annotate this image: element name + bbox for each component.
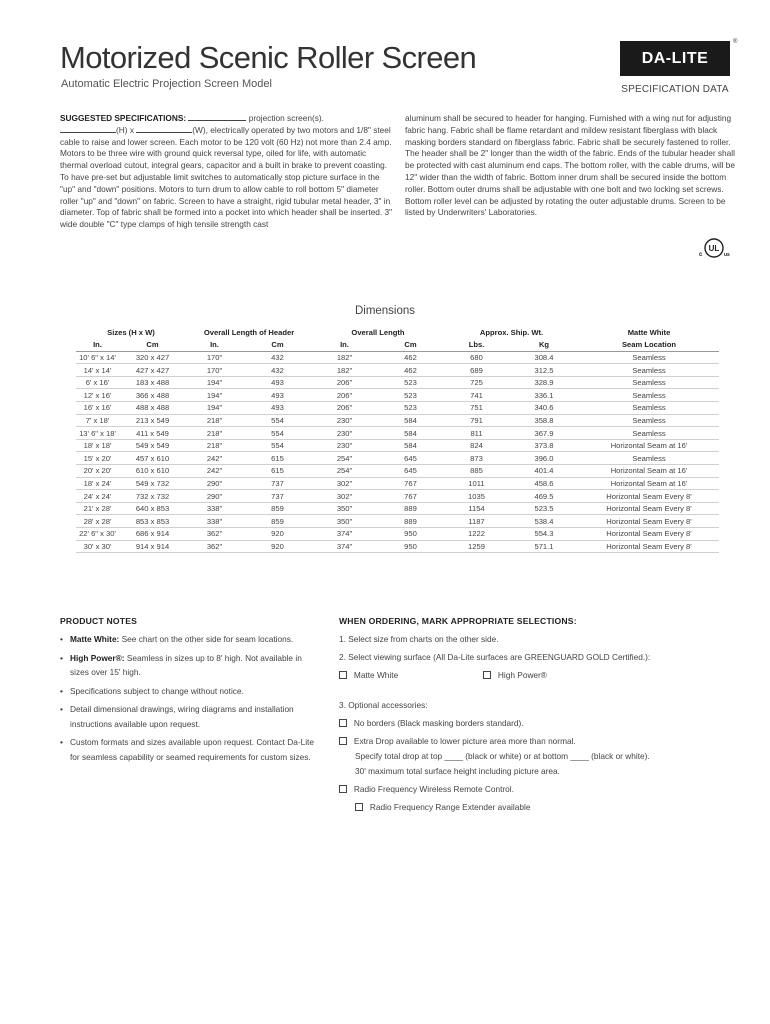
table-row <box>76 402 719 415</box>
table-cell: 950 <box>404 541 417 551</box>
table-cell: 751 <box>470 403 483 413</box>
note-text: Seamless in sizes up to 8' high. Not available in sizes over 15' high. <box>70 652 302 677</box>
table-cell: 183 x 488 <box>135 378 170 388</box>
col-header: Cm <box>377 339 444 352</box>
col-header: Lbs. <box>444 339 509 352</box>
table-cell: 320 x 427 <box>135 352 170 362</box>
table-group-header-row <box>76 326 719 339</box>
table-cell: 811 <box>470 428 483 438</box>
table-cell: 328.9 <box>534 378 554 388</box>
blank-line <box>136 125 192 133</box>
table-cell: 373.8 <box>534 441 554 451</box>
checkbox[interactable] <box>483 671 491 679</box>
table-cell: 15' x 20' <box>83 453 112 463</box>
table-cell: 432 <box>271 365 284 375</box>
table-cell: 1035 <box>468 491 485 501</box>
blank-line <box>188 113 246 121</box>
table-cell: 28' x 28' <box>83 516 112 526</box>
col-header: Cm <box>243 339 312 352</box>
table-cell: 914 x 914 <box>135 541 170 551</box>
table-cell: 374" <box>336 529 353 539</box>
checkbox[interactable] <box>339 737 347 745</box>
table-cell: Horizontal Seam Every 8' <box>606 516 692 526</box>
accessory-label: Radio Frequency Range Extender available <box>369 802 531 812</box>
accessory-rf-extender[interactable] <box>355 800 530 815</box>
table-cell: 523 <box>404 403 417 413</box>
table-cell: 680 <box>470 352 483 362</box>
table-cell: 13' 6" x 18' <box>79 428 116 438</box>
table-cell: 571.1 <box>534 541 554 551</box>
table-cell: 18' x 18' <box>83 441 112 451</box>
table-cell: 458.6 <box>534 478 554 488</box>
note-text: Specifications subject to change without notice. <box>70 685 244 696</box>
table-cell: 725 <box>470 378 483 388</box>
accessory-label: Radio Frequency Wireless Remote Control. <box>353 784 514 794</box>
table-cell: 21' x 28' <box>83 504 112 514</box>
list-item <box>60 702 320 731</box>
table-cell: 584 <box>404 441 417 451</box>
list-item <box>60 684 320 699</box>
table-row <box>76 465 719 478</box>
table-cell: 312.5 <box>534 365 554 375</box>
table-cell: 206" <box>336 378 353 388</box>
checkbox[interactable] <box>339 671 347 679</box>
page-title: Motorized Scenic Roller Screen <box>60 40 477 75</box>
note-label-high-power: High Power®: <box>70 652 125 663</box>
table-cell: 791 <box>470 415 483 425</box>
table-cell: 549 x 732 <box>135 478 170 488</box>
table-cell: 889 <box>404 504 417 514</box>
table-cell: Horizontal Seam at 16' <box>610 466 688 476</box>
extra-drop-detail: Specify total drop at top ____ (black or white) or at bottom ____ (black or white). <box>355 751 650 761</box>
da-lite-logo: DA-LITE <box>620 41 730 76</box>
table-cell: 182" <box>336 365 353 375</box>
table-row <box>76 389 719 402</box>
accessory-label: No borders (Black masking borders standard). <box>353 718 524 728</box>
table-cell: Seamless <box>632 352 666 362</box>
table-cell: 6' x 16' <box>85 378 110 388</box>
checkbox[interactable] <box>355 803 363 811</box>
table-row <box>76 414 719 427</box>
table-row <box>76 427 719 440</box>
dimensions-title: Dimensions <box>354 305 416 317</box>
table-cell: 732 x 732 <box>135 491 170 501</box>
table-cell: 230" <box>336 428 353 438</box>
table-cell: 554.3 <box>534 529 554 539</box>
table-cell: 493 <box>271 378 284 388</box>
product-notes-list <box>60 632 320 768</box>
table-cell: Seamless <box>632 403 666 413</box>
table-cell: 338" <box>206 504 223 514</box>
table-cell: 488 x 488 <box>135 403 170 413</box>
table-cell: Seamless <box>632 415 666 425</box>
note-text: See chart on the other side for seam locations. <box>119 634 294 644</box>
table-cell: 584 <box>404 428 417 438</box>
col-header: In. <box>312 339 377 352</box>
specifications-left-column <box>60 113 393 231</box>
note-text: Detail dimensional drawings, wiring diagrams and installation instructions available upon request. <box>70 704 294 729</box>
table-cell: 920 <box>271 541 284 551</box>
table-cell: 18' x 24' <box>83 478 112 488</box>
table-cell: 645 <box>404 466 417 476</box>
page-subtitle: Automatic Electric Projection Screen Model <box>61 78 272 90</box>
table-row <box>76 540 719 553</box>
table-row <box>76 376 719 389</box>
list-item <box>60 632 320 647</box>
table-cell: 462 <box>404 352 417 362</box>
table-cell: Horizontal Seam Every 8' <box>606 541 692 551</box>
col-group-ship-weight: Approx. Ship. Wt. <box>479 327 544 337</box>
table-cell: 523 <box>404 378 417 388</box>
table-cell: 218" <box>206 441 223 451</box>
list-item <box>60 651 320 680</box>
col-header: Seam Location <box>579 339 719 352</box>
table-cell: 462 <box>404 365 417 375</box>
table-cell: 170" <box>206 352 223 362</box>
table-cell: 336.1 <box>534 390 554 400</box>
table-cell: 493 <box>271 390 284 400</box>
table-row <box>76 490 719 503</box>
table-cell: 14' x 14' <box>83 365 112 375</box>
table-row <box>76 502 719 515</box>
table-body <box>76 351 719 553</box>
table-cell: 213 x 549 <box>135 415 170 425</box>
col-header: In. <box>76 339 119 352</box>
table-cell: 640 x 853 <box>135 504 170 514</box>
table-cell: 16' x 16' <box>83 403 112 413</box>
table-cell: 615 <box>271 453 284 463</box>
list-item <box>60 735 320 764</box>
table-cell: 182" <box>336 352 353 362</box>
col-header: In. <box>186 339 243 352</box>
ordering-step-3: 3. Optional accessories: <box>339 700 428 710</box>
table-cell: 242" <box>206 466 223 476</box>
ul-text: UL <box>708 244 720 253</box>
table-cell: Seamless <box>632 390 666 400</box>
ul-c-text: c <box>699 252 703 258</box>
table-cell: 523 <box>404 390 417 400</box>
table-cell: 20' x 20' <box>83 466 112 476</box>
table-cell: 610 x 610 <box>135 466 170 476</box>
table-cell: 302" <box>336 478 353 488</box>
table-cell: 689 <box>470 365 483 375</box>
accessory-label: Extra Drop available to lower picture area more than normal. <box>353 736 576 746</box>
table-cell: 170" <box>206 365 223 375</box>
note-label-matte-white: Matte White: <box>70 634 120 644</box>
table-cell: 950 <box>404 529 417 539</box>
table-cell: 432 <box>271 352 284 362</box>
table-cell: 538.4 <box>534 516 554 526</box>
table-cell: 254" <box>336 466 353 476</box>
table-cell: 308.4 <box>534 352 554 362</box>
dimensions-table <box>76 326 719 553</box>
table-cell: 554 <box>271 441 284 451</box>
accessory-rf-remote[interactable] <box>339 782 514 797</box>
table-cell: 290" <box>206 478 223 488</box>
table-cell: 767 <box>404 491 417 501</box>
ordering-heading: WHEN ORDERING, MARK APPROPRIATE SELECTIONS: <box>339 616 577 626</box>
table-cell: Seamless <box>632 428 666 438</box>
col-group-sizes: Sizes (H x W) <box>107 327 155 337</box>
specifications-right-column: aluminum shall be secured to header for hanging. Furnished with a wing nut for adjusting fabric hang. Fabric shall be flame retardant and mildew resistant fiberglass with black masking borders standard on fiberglass fabric. Fabric shall be securely fastened to roller. The header shall be 2" longer than the width of the fabric. Ends of the tubular header shall be protected with cast aluminum end caps. The bottom roller, with the cable drums, will be 12" wider than the width of fabric. Bottom inner drum shall be secured inside the bottom roller. Bottom outer drums shall be adjustable with one bolt and two locking set screws. Bottom roller level can be adjusted by rotating the outer adjustable drums. Screen to be listed by Underwriters' Laboratories. <box>405 113 736 218</box>
table-cell: 218" <box>206 415 223 425</box>
ordering-step-1: 1. Select size from charts on the other side. <box>339 634 499 644</box>
table-cell: Horizontal Seam at 16' <box>610 478 688 488</box>
accessory-extra-drop[interactable] <box>339 734 576 749</box>
spec-text-1: projection screen(s). <box>246 113 324 123</box>
table-cell: Seamless <box>632 365 666 375</box>
option-label: Matte White <box>353 670 399 680</box>
option-matte-white[interactable] <box>339 668 398 683</box>
table-cell: 824 <box>470 441 483 451</box>
table-cell: 1259 <box>468 541 485 551</box>
table-cell: 889 <box>404 516 417 526</box>
table-cell: 194" <box>206 403 223 413</box>
accessory-no-borders[interactable] <box>339 716 524 731</box>
table-row <box>76 528 719 541</box>
table-cell: 737 <box>271 491 284 501</box>
table-row <box>76 477 719 490</box>
product-notes-heading: PRODUCT NOTES <box>60 616 138 626</box>
table-row <box>76 452 719 465</box>
table-cell: 1187 <box>468 516 485 526</box>
table-cell: 853 x 853 <box>135 516 170 526</box>
table-cell: 338" <box>206 516 223 526</box>
table-cell: 411 x 549 <box>136 428 169 438</box>
specifications-heading: SUGGESTED SPECIFICATIONS: <box>60 113 187 123</box>
table-cell: 686 x 914 <box>135 529 170 539</box>
checkbox[interactable] <box>339 719 347 727</box>
spec-text-2: (H) x <box>116 124 137 135</box>
table-cell: 367.9 <box>534 428 554 438</box>
ul-us-text: us <box>724 252 730 258</box>
col-group-overall-length: Overall Length <box>351 327 405 337</box>
table-cell: 230" <box>336 441 353 451</box>
table-cell: 554 <box>271 415 284 425</box>
table-cell: 10' 6" x 14' <box>79 352 116 362</box>
table-cell: 12' x 16' <box>83 390 112 400</box>
note-text: Custom formats and sizes available upon request. Contact Da-Lite for seamless capability or seamed requirements for custom sizes. <box>70 737 314 762</box>
table-cell: 737 <box>271 478 284 488</box>
table-cell: 767 <box>404 478 417 488</box>
table-row <box>76 515 719 528</box>
table-cell: 427 x 427 <box>135 365 170 375</box>
table-cell: 362" <box>206 529 223 539</box>
table-cell: 30' x 30' <box>83 541 112 551</box>
table-cell: Seamless <box>632 378 666 388</box>
table-cell: Horizontal Seam Every 8' <box>606 491 692 501</box>
col-group-matte-white: Matte White <box>627 327 671 337</box>
table-cell: 366 x 488 <box>135 390 170 400</box>
table-cell: 401.4 <box>534 466 554 476</box>
table-cell: 615 <box>271 466 284 476</box>
table-cell: Horizontal Seam Every 8' <box>606 529 692 539</box>
table-cell: 554 <box>271 428 284 438</box>
table-sub-header-row <box>76 339 719 352</box>
table-cell: Horizontal Seam at 16' <box>610 441 688 451</box>
table-cell: 230" <box>336 415 353 425</box>
table-cell: 873 <box>470 453 483 463</box>
option-high-power[interactable] <box>483 668 547 683</box>
table-cell: 242" <box>206 453 223 463</box>
table-cell: 1222 <box>468 529 485 539</box>
table-cell: 194" <box>206 378 223 388</box>
ul-listed-icon <box>696 236 732 260</box>
ordering-step-2: 2. Select viewing surface (All Da-Lite surfaces are GREENGUARD GOLD Certified.): <box>339 652 651 662</box>
table-cell: 350" <box>336 516 353 526</box>
table-cell: 302" <box>336 491 353 501</box>
table-cell: 218" <box>206 428 223 438</box>
table-cell: 358.8 <box>534 415 554 425</box>
option-label: High Power® <box>497 670 547 680</box>
table-cell: 7' x 18' <box>85 415 110 425</box>
logo-registered-mark: ® <box>733 39 738 45</box>
table-row <box>76 439 719 452</box>
table-cell: 493 <box>271 403 284 413</box>
table-cell: 469.5 <box>534 491 554 501</box>
table-cell: 206" <box>336 390 353 400</box>
table-cell: 920 <box>271 529 284 539</box>
spec-data-label: SPECIFICATION DATA <box>621 84 729 95</box>
table-cell: 859 <box>271 516 284 526</box>
table-row <box>76 351 719 364</box>
table-cell: 741 <box>470 390 483 400</box>
table-cell: 1011 <box>468 478 485 488</box>
table-cell: 859 <box>271 504 284 514</box>
table-cell: 885 <box>470 466 483 476</box>
table-cell: 340.6 <box>534 403 554 413</box>
table-row <box>76 364 719 377</box>
table-cell: 206" <box>336 403 353 413</box>
col-header: Cm <box>119 339 186 352</box>
table-cell: 24' x 24' <box>83 491 112 501</box>
table-cell: 645 <box>404 453 417 463</box>
table-cell: 523.5 <box>534 504 554 514</box>
table-cell: 396.0 <box>534 453 554 463</box>
table-cell: 254" <box>336 453 353 463</box>
table-cell: 194" <box>206 390 223 400</box>
table-cell: Seamless <box>632 453 666 463</box>
table-cell: 1154 <box>468 504 485 514</box>
table-cell: 584 <box>404 415 417 425</box>
table-cell: 374" <box>336 541 353 551</box>
table-cell: 350" <box>336 504 353 514</box>
checkbox[interactable] <box>339 785 347 793</box>
col-header: Kg <box>509 339 579 352</box>
table-cell: 290" <box>206 491 223 501</box>
blank-line <box>60 125 116 133</box>
table-cell: 362" <box>206 541 223 551</box>
table-cell: 457 x 610 <box>135 453 170 463</box>
table-cell: Horizontal Seam Every 8' <box>606 504 692 514</box>
table-cell: 549 x 549 <box>135 441 170 451</box>
spec-text-3: (W), electrically operated by two motors and 1/8" steel cable to raise and lower screen. Each motor to be 120 volt (60 Hz) not more than 2.4 amp. Motors to be three wire with ground quick reversal type, oiled for life, with automatic thermal overload cutout, integral gears, capacitor and a built in brake to prevent coasting. To have pre-set but adjustable limit switches to automatically stop picture surface in the "up" and "down" positions. Motors to turn drum to allow cable to roll bottom 5" diameter roller "up" and "down" on fabric. Screen to have a straight, rigid tubular metal header, 3" in diameter. Top of fabric shall be formed into a pocket into which header shall be inserted. 3" wide double "C" type clamps of high tensile strength cast <box>60 124 393 230</box>
col-group-header-length: Overall Length of Header <box>203 327 295 337</box>
extra-drop-max: 30' maximum total surface height including picture area. <box>355 766 560 776</box>
table-cell: 22' 6" x 30' <box>79 529 116 539</box>
